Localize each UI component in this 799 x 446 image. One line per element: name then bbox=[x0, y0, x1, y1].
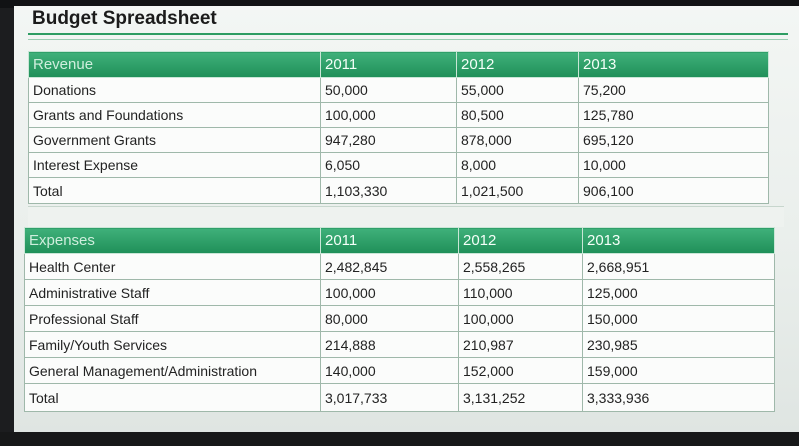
value-cell[interactable]: 100,000 bbox=[459, 306, 583, 332]
value-cell[interactable]: 150,000 bbox=[583, 306, 775, 332]
table-row bbox=[25, 280, 775, 306]
table-row bbox=[29, 103, 769, 128]
revenue-year-2011[interactable]: 2011 bbox=[321, 52, 457, 78]
value-cell[interactable]: 3,131,252 bbox=[459, 384, 583, 412]
expenses-year-2011[interactable]: 2011 bbox=[321, 228, 459, 254]
expenses-year-2012[interactable]: 2012 bbox=[459, 228, 583, 254]
table-row bbox=[25, 358, 775, 384]
value-cell[interactable]: 878,000 bbox=[457, 128, 579, 153]
expenses-header-label[interactable]: Expenses bbox=[25, 228, 321, 254]
value-cell[interactable]: 3,333,936 bbox=[583, 384, 775, 412]
value-cell[interactable]: 75,200 bbox=[579, 78, 769, 103]
table-row bbox=[25, 306, 775, 332]
row-label-cell[interactable]: Government Grants bbox=[29, 128, 321, 153]
expenses-year-2013[interactable]: 2013 bbox=[583, 228, 775, 254]
value-cell[interactable]: 210,987 bbox=[459, 332, 583, 358]
row-label-cell[interactable]: Total bbox=[29, 178, 321, 204]
value-cell[interactable]: 6,050 bbox=[321, 153, 457, 178]
row-label-cell[interactable]: Family/Youth Services bbox=[25, 332, 321, 358]
value-cell[interactable]: 125,000 bbox=[583, 280, 775, 306]
value-cell[interactable]: 10,000 bbox=[579, 153, 769, 178]
value-cell[interactable]: 152,000 bbox=[459, 358, 583, 384]
spreadsheet-screen bbox=[14, 6, 799, 432]
total-row bbox=[25, 384, 775, 412]
total-row bbox=[29, 178, 769, 204]
table-row bbox=[25, 332, 775, 358]
revenue-year-2012[interactable]: 2012 bbox=[457, 52, 579, 78]
monitor-bezel-bottom bbox=[0, 432, 799, 446]
value-cell[interactable]: 2,482,845 bbox=[321, 254, 459, 280]
title-divider-secondary bbox=[28, 39, 788, 40]
row-label-cell[interactable]: Donations bbox=[29, 78, 321, 103]
value-cell[interactable]: 80,500 bbox=[457, 103, 579, 128]
revenue-year-2013[interactable]: 2013 bbox=[579, 52, 769, 78]
value-cell[interactable]: 2,558,265 bbox=[459, 254, 583, 280]
value-cell[interactable]: 230,985 bbox=[583, 332, 775, 358]
expenses-table bbox=[24, 227, 775, 412]
title-divider bbox=[28, 33, 788, 35]
revenue-header-row bbox=[29, 52, 769, 78]
value-cell[interactable]: 50,000 bbox=[321, 78, 457, 103]
value-cell[interactable]: 3,017,733 bbox=[321, 384, 459, 412]
table-row bbox=[29, 153, 769, 178]
value-cell[interactable]: 100,000 bbox=[321, 103, 457, 128]
value-cell[interactable]: 125,780 bbox=[579, 103, 769, 128]
row-label-cell[interactable]: General Management/Administration bbox=[25, 358, 321, 384]
value-cell[interactable]: 159,000 bbox=[583, 358, 775, 384]
revenue-header-label[interactable]: Revenue bbox=[29, 52, 321, 78]
section-spacer bbox=[28, 206, 784, 227]
value-cell[interactable]: 8,000 bbox=[457, 153, 579, 178]
row-label-cell[interactable]: Administrative Staff bbox=[25, 280, 321, 306]
revenue-table bbox=[28, 51, 769, 204]
expenses-header-row bbox=[25, 228, 775, 254]
row-label-cell[interactable]: Health Center bbox=[25, 254, 321, 280]
value-cell[interactable]: 695,120 bbox=[579, 128, 769, 153]
row-label-cell[interactable]: Interest Expense bbox=[29, 153, 321, 178]
value-cell[interactable]: 214,888 bbox=[321, 332, 459, 358]
row-label-cell[interactable]: Total bbox=[25, 384, 321, 412]
value-cell[interactable]: 140,000 bbox=[321, 358, 459, 384]
page-title: Budget Spreadsheet bbox=[32, 8, 217, 29]
table-row bbox=[29, 128, 769, 153]
value-cell[interactable]: 55,000 bbox=[457, 78, 579, 103]
row-label-cell[interactable]: Professional Staff bbox=[25, 306, 321, 332]
value-cell[interactable]: 110,000 bbox=[459, 280, 583, 306]
value-cell[interactable]: 1,103,330 bbox=[321, 178, 457, 204]
value-cell[interactable]: 906,100 bbox=[579, 178, 769, 204]
value-cell[interactable]: 1,021,500 bbox=[457, 178, 579, 204]
table-row bbox=[25, 254, 775, 280]
value-cell[interactable]: 947,280 bbox=[321, 128, 457, 153]
table-row bbox=[29, 78, 769, 103]
value-cell[interactable]: 100,000 bbox=[321, 280, 459, 306]
row-label-cell[interactable]: Grants and Foundations bbox=[29, 103, 321, 128]
value-cell[interactable]: 80,000 bbox=[321, 306, 459, 332]
value-cell[interactable]: 2,668,951 bbox=[583, 254, 775, 280]
